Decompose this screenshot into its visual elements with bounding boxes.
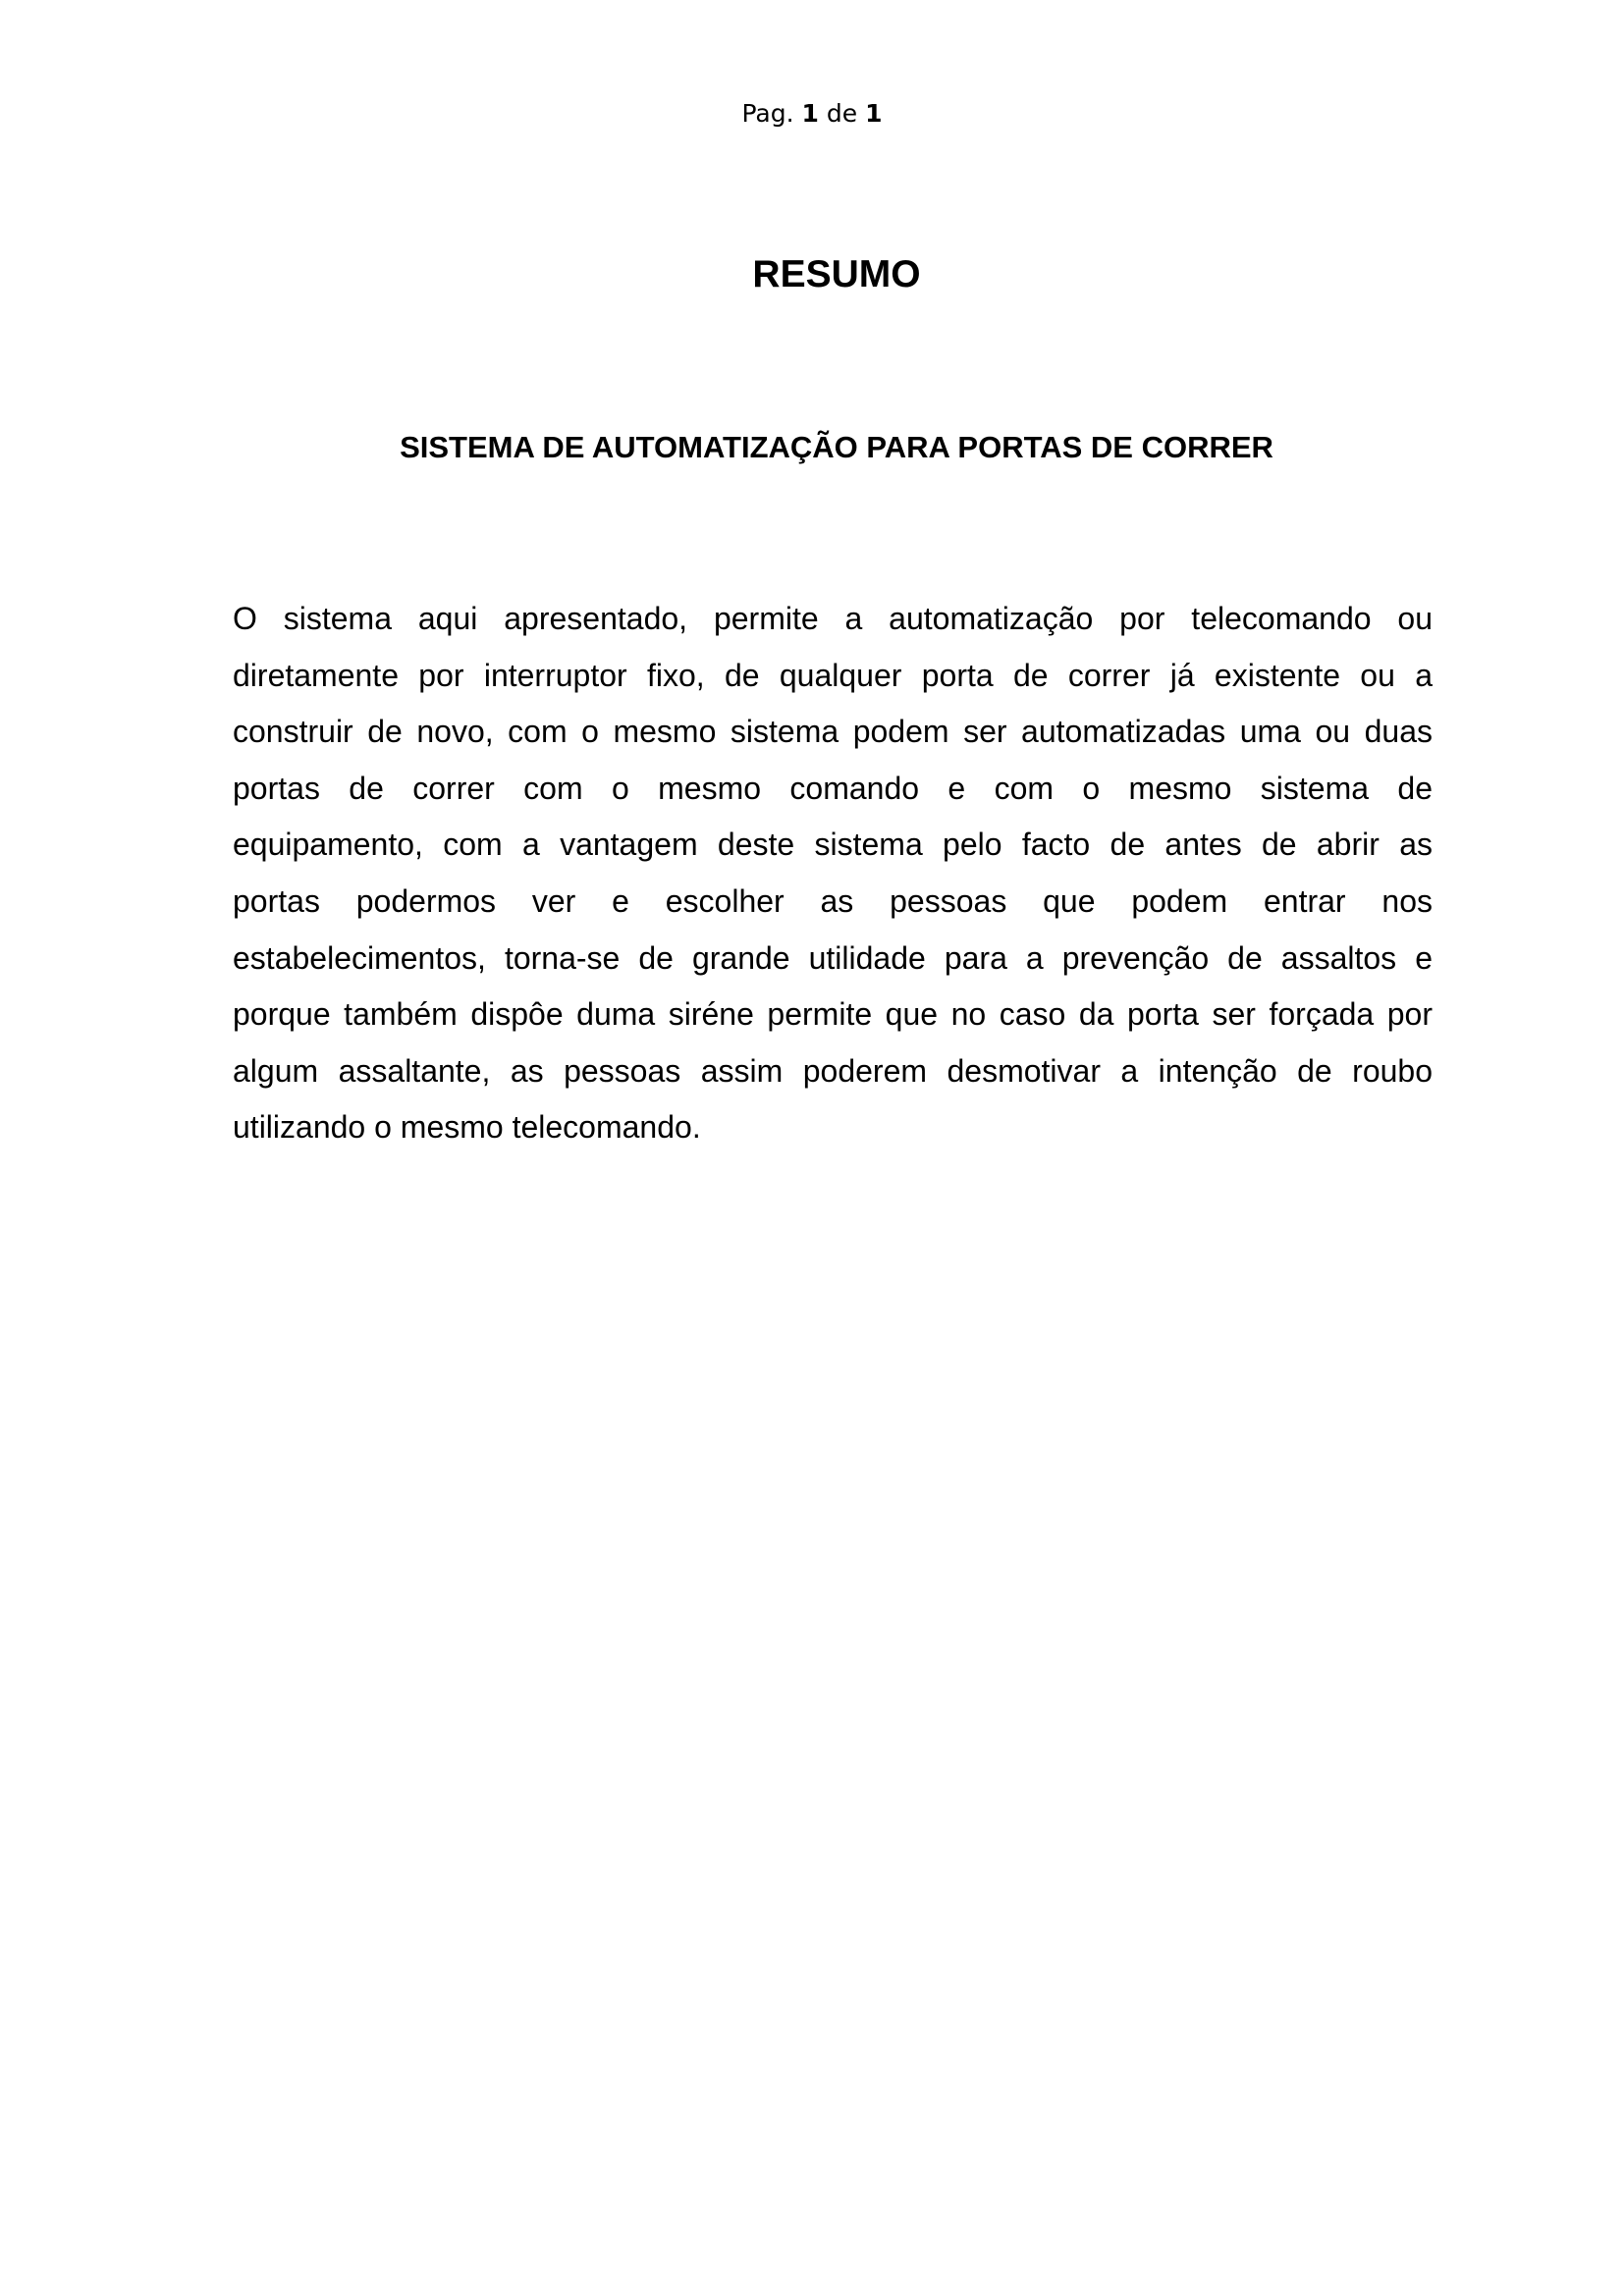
abstract-line: equipamento, com a vantagem deste sistema pelo facto de antes de abrir as [233,827,1433,863]
page-total: 1 [865,99,883,128]
abstract-line: portas de correr com o mesmo comando e com o mesmo sistema de [233,770,1433,806]
page-separator: de [826,99,858,128]
abstract-line: utilizando o mesmo telecomando. [233,1109,701,1146]
abstract-line: portas podermos ver e escolher as pessoas que podem entrar nos [233,882,1433,919]
page-current: 1 [801,99,819,128]
page-number-header [0,99,1624,129]
section-heading: RESUMO [752,253,921,295]
abstract-line: algum assaltante, as pessoas assim poderem desmotivar a intenção de roubo [233,1052,1433,1089]
abstract-line: diretamente por interruptor fixo, de qualquer porta de correr já existente ou a [233,657,1433,693]
page-prefix: Pag. [741,99,794,128]
abstract-line: estabelecimentos, torna-se de grande utilidade para a prevenção de assaltos e [233,939,1433,976]
abstract-line: porque também dispôe duma siréne permite que no caso da porta ser forçada por [233,996,1433,1033]
document-title: SISTEMA DE AUTOMATIZAÇÃO PARA PORTAS DE CORRER [400,430,1273,464]
abstract-line: O sistema aqui apresentado, permite a automatização por telecomando ou [233,601,1433,636]
abstract-paragraph [233,591,1433,1156]
abstract-line: construir de novo, com o mesmo sistema podem ser automatizadas uma ou duas [233,714,1433,750]
